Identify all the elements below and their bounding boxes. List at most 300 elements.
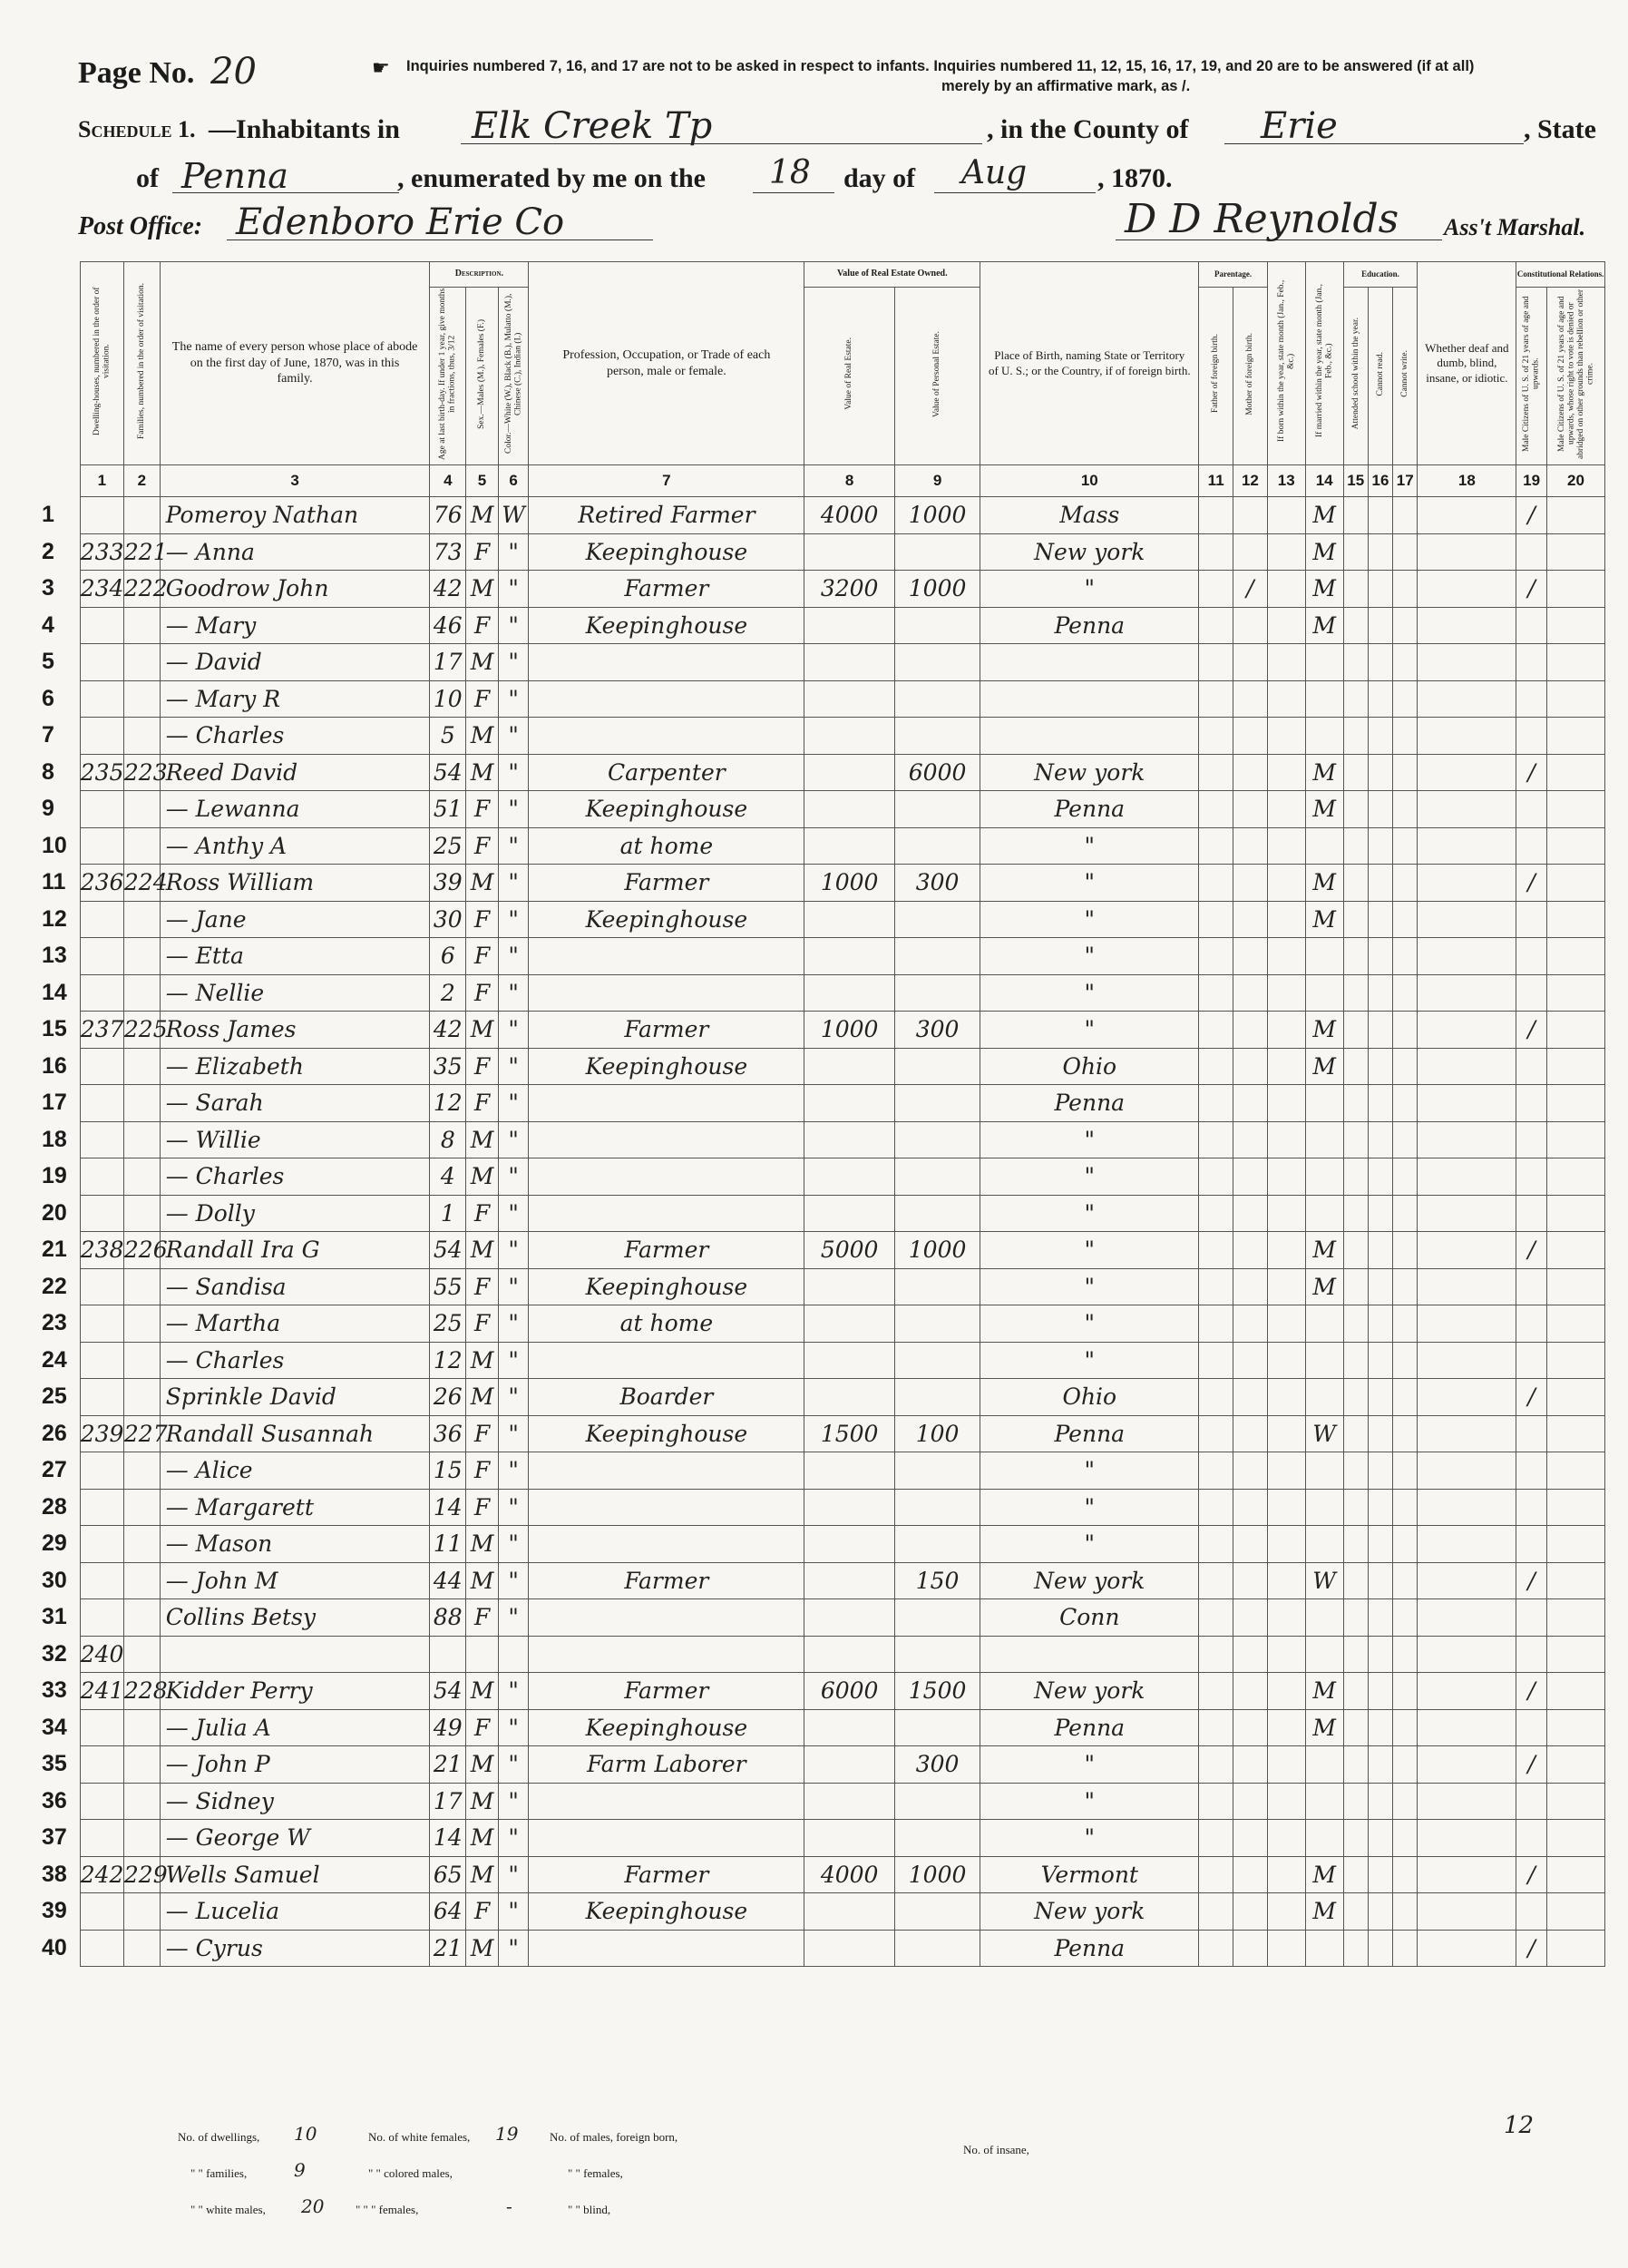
- birthplace-cell: ": [980, 1452, 1199, 1490]
- age-cell: 12: [430, 1342, 466, 1379]
- person-name-cell: — Jane: [160, 901, 430, 938]
- attended-school-cell: [1343, 1268, 1368, 1305]
- married-within-year-cell: [1305, 827, 1343, 865]
- father-foreign-cell: [1199, 718, 1233, 755]
- vote-denied-cell: [1546, 1709, 1604, 1746]
- deaf-dumb-cell: [1418, 571, 1516, 608]
- row-number: 30: [42, 1567, 67, 1593]
- occupation-cell: [529, 974, 804, 1012]
- personal-estate-value-cell: [894, 1121, 980, 1158]
- father-foreign-cell: [1199, 1562, 1233, 1599]
- deaf-dumb-cell: [1418, 1195, 1516, 1232]
- vote-denied-cell: [1546, 1783, 1604, 1820]
- personal-estate-value-cell: [894, 718, 980, 755]
- birthplace-cell: Penna: [980, 1709, 1199, 1746]
- header-dwelling: Dwelling-houses, numbered in the order of visitation.: [80, 262, 123, 465]
- mother-foreign-cell: [1233, 938, 1268, 975]
- color-cell: ": [498, 1562, 529, 1599]
- birthplace-cell: Penna: [980, 1085, 1199, 1122]
- row-number: 24: [42, 1346, 67, 1373]
- post-office-label: Post Office:: [78, 212, 203, 240]
- dwellings-count: 10: [294, 2123, 317, 2145]
- mother-foreign-cell: [1233, 901, 1268, 938]
- table-row: [36, 754, 1605, 791]
- color-cell: ": [498, 1599, 529, 1637]
- born-within-year-cell: [1267, 1709, 1305, 1746]
- cannot-write-cell: [1393, 974, 1418, 1012]
- mother-foreign-cell: [1233, 1268, 1268, 1305]
- vote-denied-cell: [1546, 1893, 1604, 1931]
- inhabitants-label: —Inhabitants in: [209, 114, 400, 144]
- married-within-year-cell: M: [1305, 1048, 1343, 1085]
- sex-cell: M: [466, 1158, 499, 1196]
- mother-foreign-cell: [1233, 1232, 1268, 1269]
- color-cell: ": [498, 1856, 529, 1893]
- mother-foreign-cell: [1233, 1415, 1268, 1452]
- color-cell: ": [498, 1379, 529, 1416]
- color-cell: W: [498, 497, 529, 534]
- deaf-dumb-cell: [1418, 827, 1516, 865]
- attended-school-cell: [1343, 533, 1368, 571]
- born-within-year-cell: [1267, 1893, 1305, 1931]
- real-estate-value-cell: [804, 1268, 895, 1305]
- color-cell: ": [498, 1121, 529, 1158]
- occupation-cell: [529, 1195, 804, 1232]
- row-number: 26: [42, 1420, 67, 1446]
- male-citizen-cell: [1516, 533, 1547, 571]
- row-number: 3: [42, 575, 54, 601]
- family-number-cell: [123, 1048, 160, 1085]
- cannot-write-cell: [1393, 1930, 1418, 1967]
- header-education: Education.: [1343, 262, 1418, 288]
- vote-denied-cell: [1546, 1820, 1604, 1857]
- cannot-read-cell: [1368, 938, 1392, 975]
- column-number: 19: [1516, 465, 1547, 497]
- row-number: 35: [42, 1751, 67, 1777]
- vote-denied-cell: [1546, 1856, 1604, 1893]
- deaf-dumb-cell: [1418, 607, 1516, 644]
- cannot-write-cell: [1393, 533, 1418, 571]
- vote-denied-cell: [1546, 497, 1604, 534]
- cannot-read-cell: [1368, 791, 1392, 828]
- cannot-write-cell: [1393, 1012, 1418, 1049]
- cannot-write-cell: [1393, 718, 1418, 755]
- cannot-write-cell: [1393, 1195, 1418, 1232]
- male-citizen-cell: /: [1516, 1562, 1547, 1599]
- father-foreign-cell: [1199, 1158, 1233, 1196]
- personal-estate-value-cell: [894, 1489, 980, 1526]
- born-within-year-cell: [1267, 1930, 1305, 1967]
- personal-estate-value-cell: [894, 974, 980, 1012]
- cannot-write-cell: [1393, 571, 1418, 608]
- row-number: 34: [42, 1714, 67, 1740]
- person-name-cell: — Anthy A: [160, 827, 430, 865]
- column-number: 20: [1546, 465, 1604, 497]
- personal-estate-value-cell: [894, 1085, 980, 1122]
- birthplace-cell: ": [980, 1820, 1199, 1857]
- sex-cell: F: [466, 1415, 499, 1452]
- header-real-estate: Value of Real Estate Owned.: [804, 262, 980, 288]
- father-foreign-cell: [1199, 1268, 1233, 1305]
- father-foreign-cell: [1199, 1195, 1233, 1232]
- occupation-cell: [529, 644, 804, 681]
- father-foreign-cell: [1199, 1783, 1233, 1820]
- occupation-cell: Keepinghouse: [529, 607, 804, 644]
- family-number-cell: [123, 1489, 160, 1526]
- deaf-dumb-cell: [1418, 754, 1516, 791]
- mother-foreign-cell: [1233, 974, 1268, 1012]
- married-within-year-cell: [1305, 1930, 1343, 1967]
- header-occupation: Profession, Occupation, or Trade of each person, male or female.: [529, 262, 804, 465]
- attended-school-cell: [1343, 1856, 1368, 1893]
- father-foreign-cell: [1199, 497, 1233, 534]
- real-estate-value-cell: [804, 680, 895, 718]
- cannot-read-cell: [1368, 1856, 1392, 1893]
- attended-school-cell: [1343, 1195, 1368, 1232]
- real-estate-value-cell: [804, 1489, 895, 1526]
- married-within-year-cell: [1305, 680, 1343, 718]
- birthplace-cell: Ohio: [980, 1048, 1199, 1085]
- vote-denied-cell: [1546, 1489, 1604, 1526]
- attended-school-cell: [1343, 865, 1368, 902]
- born-within-year-cell: [1267, 1489, 1305, 1526]
- deaf-dumb-cell: [1418, 1709, 1516, 1746]
- table-row: [36, 791, 1605, 828]
- table-row: [36, 827, 1605, 865]
- birthplace-cell: Mass: [980, 497, 1199, 534]
- family-number-cell: [123, 1158, 160, 1196]
- dwelling-number-cell: [80, 1783, 123, 1820]
- deaf-dumb-cell: [1418, 1856, 1516, 1893]
- married-within-year-cell: [1305, 718, 1343, 755]
- attended-school-cell: [1343, 1452, 1368, 1490]
- born-within-year-cell: [1267, 791, 1305, 828]
- real-estate-value-cell: [804, 1342, 895, 1379]
- color-cell: ": [498, 791, 529, 828]
- sex-cell: F: [466, 1489, 499, 1526]
- male-citizen-cell: [1516, 1709, 1547, 1746]
- sex-cell: F: [466, 791, 499, 828]
- personal-estate-value-cell: 1500: [894, 1673, 980, 1710]
- vote-denied-cell: [1546, 1048, 1604, 1085]
- table-row: [36, 1930, 1605, 1967]
- father-foreign-cell: [1199, 571, 1233, 608]
- married-within-year-cell: [1305, 1526, 1343, 1563]
- column-number: 1: [80, 465, 123, 497]
- deaf-dumb-cell: [1418, 718, 1516, 755]
- vote-denied-cell: [1546, 1085, 1604, 1122]
- attended-school-cell: [1343, 607, 1368, 644]
- deaf-dumb-cell: [1418, 1085, 1516, 1122]
- age-cell: 42: [430, 571, 466, 608]
- attended-school-cell: [1343, 1930, 1368, 1967]
- header-parentage: Parentage.: [1199, 262, 1267, 288]
- attended-school-cell: [1343, 1820, 1368, 1857]
- cannot-write-cell: [1393, 1489, 1418, 1526]
- father-foreign-cell: [1199, 938, 1233, 975]
- cannot-write-cell: [1393, 1121, 1418, 1158]
- mother-foreign-cell: /: [1233, 571, 1268, 608]
- male-citizen-cell: [1516, 1526, 1547, 1563]
- color-cell: ": [498, 938, 529, 975]
- age-cell: 54: [430, 754, 466, 791]
- person-name-cell: — Mary: [160, 607, 430, 644]
- cannot-write-cell: [1393, 1342, 1418, 1379]
- row-number: 22: [42, 1273, 67, 1299]
- cannot-read-cell: [1368, 1195, 1392, 1232]
- born-within-year-cell: [1267, 497, 1305, 534]
- male-citizen-cell: [1516, 1342, 1547, 1379]
- color-cell: ": [498, 644, 529, 681]
- white-females-label: No. of white females,: [368, 2130, 471, 2144]
- county-value: Erie: [1261, 105, 1338, 147]
- column-number: 8: [804, 465, 895, 497]
- occupation-cell: [529, 1452, 804, 1490]
- occupation-cell: Farm Laborer: [529, 1746, 804, 1784]
- occupation-cell: Keepinghouse: [529, 901, 804, 938]
- occupation-cell: [529, 718, 804, 755]
- person-name-cell: — Anna: [160, 533, 430, 571]
- occupation-cell: Farmer: [529, 1012, 804, 1049]
- dwelling-number-cell: [80, 1342, 123, 1379]
- real-estate-value-cell: [804, 1930, 895, 1967]
- table-row: [36, 1195, 1605, 1232]
- page-number: 20: [210, 51, 257, 93]
- father-foreign-cell: [1199, 754, 1233, 791]
- deaf-dumb-cell: [1418, 1048, 1516, 1085]
- row-number: 19: [42, 1163, 67, 1189]
- sex-cell: M: [466, 497, 499, 534]
- birthplace-cell: ": [980, 1746, 1199, 1784]
- real-estate-value-cell: [804, 1305, 895, 1343]
- dwelling-number-cell: [80, 1268, 123, 1305]
- table-row: [36, 1232, 1605, 1269]
- family-number-cell: [123, 1195, 160, 1232]
- cannot-read-cell: [1368, 1930, 1392, 1967]
- real-estate-value-cell: [804, 1452, 895, 1490]
- personal-estate-value-cell: [894, 1709, 980, 1746]
- person-name-cell: — Julia A: [160, 1709, 430, 1746]
- person-name-cell: — David: [160, 644, 430, 681]
- males-foreign-label: No. of males, foreign born,: [550, 2130, 678, 2144]
- header-father-foreign: Father of foreign birth.: [1199, 288, 1233, 465]
- header-cannot-read: Cannot read.: [1368, 288, 1392, 465]
- mother-foreign-cell: [1233, 1673, 1268, 1710]
- personal-estate-value-cell: 6000: [894, 754, 980, 791]
- occupation-cell: [529, 1158, 804, 1196]
- personal-estate-value-cell: [894, 1930, 980, 1967]
- occupation-cell: at home: [529, 1305, 804, 1343]
- family-number-cell: [123, 1379, 160, 1416]
- family-number-cell: [123, 607, 160, 644]
- vote-denied-cell: [1546, 827, 1604, 865]
- father-foreign-cell: [1199, 791, 1233, 828]
- table-row: [36, 1489, 1605, 1526]
- person-name-cell: — Lucelia: [160, 1893, 430, 1931]
- real-estate-value-cell: [804, 1599, 895, 1637]
- person-name-cell: [160, 1636, 430, 1673]
- birthplace-cell: Penna: [980, 607, 1199, 644]
- male-citizen-cell: /: [1516, 497, 1547, 534]
- male-citizen-cell: [1516, 1268, 1547, 1305]
- dwelling-number-cell: 235: [80, 754, 123, 791]
- row-number: 28: [42, 1493, 67, 1520]
- sex-cell: F: [466, 1048, 499, 1085]
- age-cell: 26: [430, 1379, 466, 1416]
- occupation-cell: [529, 1599, 804, 1637]
- deaf-dumb-cell: [1418, 1930, 1516, 1967]
- sex-cell: M: [466, 1526, 499, 1563]
- real-estate-value-cell: [804, 1526, 895, 1563]
- family-number-cell: [123, 1085, 160, 1122]
- dwelling-number-cell: [80, 1893, 123, 1931]
- occupation-cell: [529, 1820, 804, 1857]
- mother-foreign-cell: [1233, 827, 1268, 865]
- real-estate-value-cell: 6000: [804, 1673, 895, 1710]
- cannot-read-cell: [1368, 1893, 1392, 1931]
- deaf-dumb-cell: [1418, 1268, 1516, 1305]
- mother-foreign-cell: [1233, 607, 1268, 644]
- females-foreign-label: " " females,: [568, 2166, 623, 2180]
- color-cell: ": [498, 571, 529, 608]
- header-vote-denied: Male Citizens of U. S. of 21 years of age and upwards, whose right to vote is denied or abridged on other grounds than rebellion or other crime.: [1546, 288, 1604, 465]
- row-number: 10: [42, 832, 67, 858]
- occupation-cell: Farmer: [529, 1232, 804, 1269]
- family-number-cell: [123, 791, 160, 828]
- born-within-year-cell: [1267, 1195, 1305, 1232]
- month-value: Aug: [961, 154, 1028, 191]
- person-name-cell: Kidder Perry: [160, 1673, 430, 1710]
- cannot-write-cell: [1393, 607, 1418, 644]
- personal-estate-value-cell: [894, 1379, 980, 1416]
- dwelling-number-cell: [80, 827, 123, 865]
- occupation-cell: at home: [529, 827, 804, 865]
- table-row: [36, 1783, 1605, 1820]
- header-name: The name of every person whose place of abode on the first day of June, 1870, was in this family.: [160, 262, 430, 465]
- age-cell: 42: [430, 1012, 466, 1049]
- pointing-hand-icon: ☛: [372, 56, 390, 79]
- sex-cell: F: [466, 938, 499, 975]
- header-male-citizens: Male Citizens of U. S. of 21 years of age and upwards.: [1516, 288, 1547, 465]
- birthplace-cell: ": [980, 1121, 1199, 1158]
- cannot-read-cell: [1368, 1673, 1392, 1710]
- column-number: 16: [1368, 465, 1392, 497]
- male-citizen-cell: [1516, 1599, 1547, 1637]
- personal-estate-value-cell: [894, 1636, 980, 1673]
- real-estate-value-cell: [804, 974, 895, 1012]
- father-foreign-cell: [1199, 1379, 1233, 1416]
- cannot-write-cell: [1393, 901, 1418, 938]
- male-citizen-cell: /: [1516, 754, 1547, 791]
- deaf-dumb-cell: [1418, 865, 1516, 902]
- mother-foreign-cell: [1233, 1305, 1268, 1343]
- sex-cell: F: [466, 1195, 499, 1232]
- person-name-cell: Ross William: [160, 865, 430, 902]
- age-cell: 6: [430, 938, 466, 975]
- real-estate-value-cell: [804, 718, 895, 755]
- dwelling-number-cell: [80, 1305, 123, 1343]
- birthplace-cell: ": [980, 1305, 1199, 1343]
- sex-cell: F: [466, 1452, 499, 1490]
- column-number: 3: [160, 465, 430, 497]
- mother-foreign-cell: [1233, 1085, 1268, 1122]
- cannot-read-cell: [1368, 1379, 1392, 1416]
- vote-denied-cell: [1546, 571, 1604, 608]
- person-name-cell: — Charles: [160, 1158, 430, 1196]
- person-name-cell: — Sarah: [160, 1085, 430, 1122]
- dwelling-number-cell: [80, 1048, 123, 1085]
- married-within-year-cell: [1305, 1783, 1343, 1820]
- header-attended-school: Attended school within the year.: [1343, 288, 1368, 465]
- married-within-year-cell: [1305, 1820, 1343, 1857]
- vote-denied-cell: [1546, 1636, 1604, 1673]
- cannot-read-cell: [1368, 533, 1392, 571]
- family-number-cell: [123, 1709, 160, 1746]
- person-name-cell: — Elizabeth: [160, 1048, 430, 1085]
- sex-cell: F: [466, 533, 499, 571]
- born-within-year-cell: [1267, 680, 1305, 718]
- occupation-cell: [529, 1636, 804, 1673]
- row-number: 2: [42, 538, 54, 564]
- person-name-cell: — Lewanna: [160, 791, 430, 828]
- deaf-dumb-cell: [1418, 1379, 1516, 1416]
- personal-estate-value-cell: [894, 680, 980, 718]
- attended-school-cell: [1343, 1012, 1368, 1049]
- attended-school-cell: [1343, 901, 1368, 938]
- vote-denied-cell: [1546, 1599, 1604, 1637]
- row-number: 17: [42, 1090, 67, 1116]
- married-within-year-cell: [1305, 1452, 1343, 1490]
- column-number: 11: [1199, 465, 1233, 497]
- census-table: [36, 261, 1605, 1967]
- cannot-write-cell: [1393, 1526, 1418, 1563]
- vote-denied-cell: [1546, 644, 1604, 681]
- cannot-read-cell: [1368, 1268, 1392, 1305]
- birthplace-cell: [980, 1636, 1199, 1673]
- father-foreign-cell: [1199, 865, 1233, 902]
- table-row: [36, 1709, 1605, 1746]
- age-cell: 49: [430, 1709, 466, 1746]
- sex-cell: M: [466, 571, 499, 608]
- born-within-year-cell: [1267, 938, 1305, 975]
- male-citizen-cell: [1516, 1893, 1547, 1931]
- attended-school-cell: [1343, 791, 1368, 828]
- header-birthplace: Place of Birth, naming State or Territory of U. S.; or the Country, if of foreign birth.: [980, 262, 1199, 465]
- sex-cell: F: [466, 1305, 499, 1343]
- family-number-cell: 225: [123, 1012, 160, 1049]
- sex-cell: M: [466, 644, 499, 681]
- personal-estate-value-cell: 300: [894, 865, 980, 902]
- mother-foreign-cell: [1233, 865, 1268, 902]
- sex-cell: M: [466, 754, 499, 791]
- color-cell: ": [498, 974, 529, 1012]
- sex-cell: M: [466, 1673, 499, 1710]
- header-age: Age at last birth-day. If under 1 year, give months in fractions, thus, 3/12: [430, 288, 466, 465]
- married-within-year-cell: M: [1305, 1012, 1343, 1049]
- personal-estate-value-cell: [894, 901, 980, 938]
- father-foreign-cell: [1199, 1893, 1233, 1931]
- married-within-year-cell: W: [1305, 1415, 1343, 1452]
- married-within-year-cell: M: [1305, 497, 1343, 534]
- occupation-cell: [529, 1930, 804, 1967]
- cannot-read-cell: [1368, 718, 1392, 755]
- family-number-cell: 221: [123, 533, 160, 571]
- row-number: 31: [42, 1604, 67, 1630]
- male-citizen-cell: [1516, 974, 1547, 1012]
- born-within-year-cell: [1267, 718, 1305, 755]
- age-cell: 21: [430, 1746, 466, 1784]
- age-cell: 88: [430, 1599, 466, 1637]
